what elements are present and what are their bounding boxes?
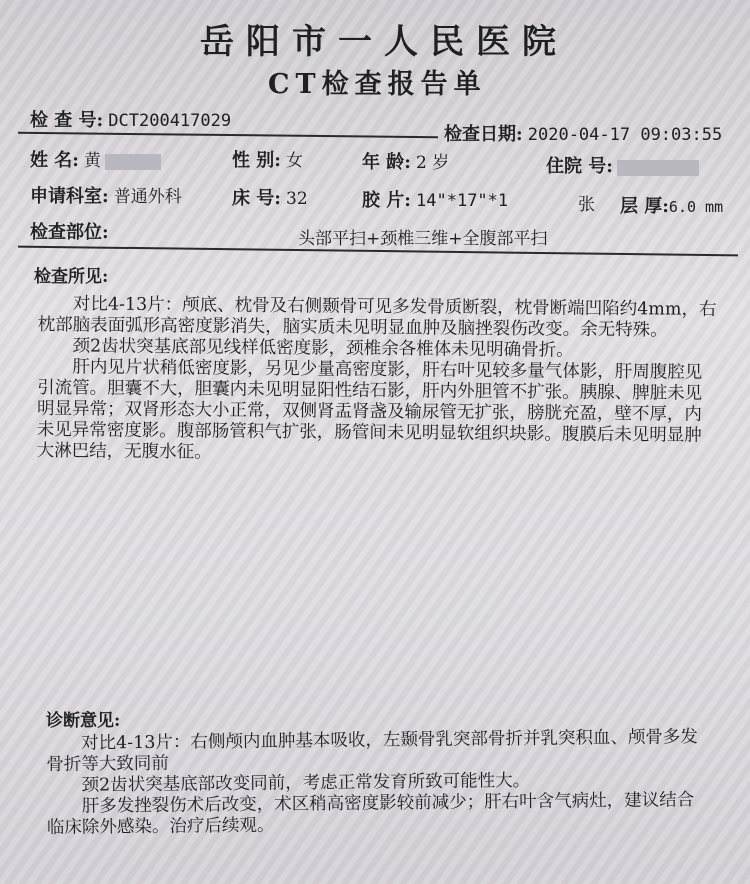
thickness-field (620, 192, 723, 218)
exam-no-row (30, 106, 231, 132)
findings-paragraph-1: 对比4-13片：颅底、枕骨及右侧颞骨可见多发骨质断裂，枕骨断端凹陷约4mm，右枕部脑表面弧形高密度影消失，脑实质未见明显血肿及脑挫裂伤改变。余无特殊。 (37, 294, 717, 341)
age-field (362, 148, 449, 174)
part-field (30, 218, 109, 244)
inpatient-label: 住院 号: (546, 156, 613, 177)
diagnosis-text (46, 727, 707, 839)
part-value-wrap (298, 224, 548, 249)
thickness-value: 6.0 mm (668, 198, 724, 216)
part-value: 头部平扫+颈椎三维+全腹部平扫 (298, 229, 548, 249)
dept-field (30, 182, 182, 208)
bed-label: 床 号: (232, 188, 281, 209)
exam-date-label: 检查日期: (444, 124, 523, 145)
findings-paragraph-3: 肝内见片状稍低密度影，另见少量高密度影，肝右叶见较多量气体影，肝周腹腔见引流管。胆囊不大，胆囊内未见明显阳性结石影，肝内外胆管不扩张。胰腺、脾脏未见明显异常；双肾形态大小正常，双侧肾盂肾盏及输尿管无扩张，膀胱充盈，壁不厚，内未见异常密度影。腹部肠管积气扩张，肠管间未见明显软组织块影。腹膜后未见明显肿大淋巴结，无腹水征。 (36, 357, 703, 463)
thickness-label: 层 厚: (620, 196, 669, 217)
age-value: 2 岁 (416, 153, 450, 173)
age-label: 年 龄: (362, 152, 411, 173)
film-field (362, 186, 508, 212)
sex-label: 性 别: (232, 150, 281, 171)
exam-date-row (444, 120, 722, 146)
sex-value: 女 (286, 151, 304, 171)
diagnosis-paragraph-3: 肝多发挫裂伤术后改变，术区稍高密度影较前减少；肝右叶含气病灶，建议结合临床除外感染。治疗后续观。 (46, 790, 695, 838)
name-label: 姓 名: (30, 150, 79, 171)
report-title: CT检查报告单 (268, 69, 487, 100)
exam-date-value: 2020-04-17 09:03:55 (527, 125, 723, 145)
exam-no-label: 检 查 号: (30, 110, 104, 131)
diagnosis-paragraph-2: 颈2齿状突基底部改变同前，考虑正常发育所致可能性大。 (81, 770, 531, 796)
exam-no-value: DCT200417029 (108, 111, 232, 131)
name-field (30, 146, 161, 172)
hospital-name: 岳阳市一人民医院 (200, 22, 568, 62)
dept-value: 普通外科 (113, 187, 182, 207)
film-unit: 张 (578, 195, 595, 215)
film-unit-field (578, 190, 595, 215)
bed-value: 32 (286, 189, 308, 209)
film-label: 胶 片: (362, 190, 411, 211)
header-rule-left (18, 132, 438, 138)
inpatient-redaction (617, 160, 699, 176)
part-label: 检查部位: (30, 222, 109, 243)
film-value: 14"*17"*1 (416, 191, 509, 211)
findings-label: 检查所见: (34, 267, 109, 287)
diagnosis-label: 诊断意见: (46, 711, 121, 731)
name-redaction (105, 154, 161, 170)
findings-text (37, 294, 718, 468)
inpatient-field (546, 152, 699, 178)
sex-field (232, 146, 303, 172)
dept-label: 申请科室: (30, 186, 109, 207)
name-value: 黄 (84, 151, 102, 171)
bed-field (232, 184, 308, 210)
diagnosis-paragraph-1: 对比4-13片：右侧颅内血肿基本吸收，左颞骨乳突部骨折并乳突积血、颅骨多发骨折等大致同前 (46, 727, 699, 775)
findings-paragraph-2: 颈2齿状突基底部见线样低密度影，颈椎余各椎体未见明确骨折。 (72, 336, 574, 361)
